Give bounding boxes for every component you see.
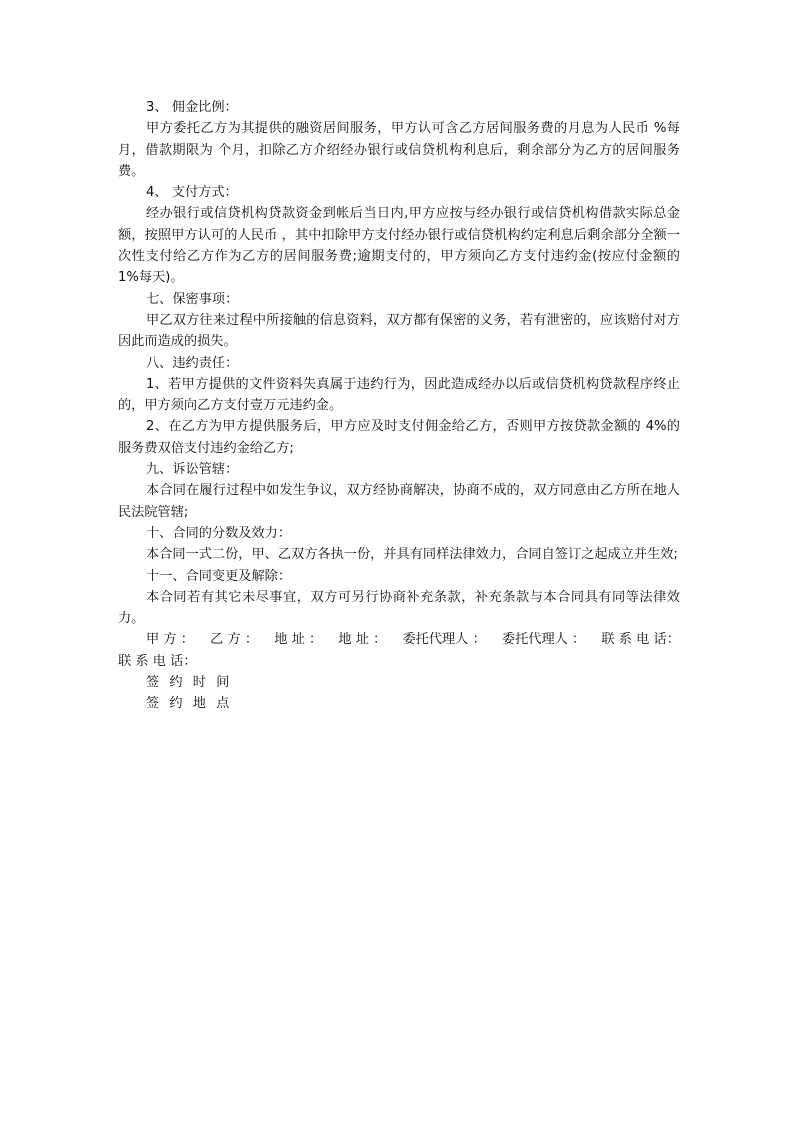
section-heading-copies: 十、合同的分数及效力：: [146, 525, 292, 541]
section-heading-liability: 八、违约责任：: [146, 355, 239, 371]
signing-time-label: 签 约 时 间: [146, 675, 233, 691]
liability-paragraph-2: 2、在乙方为甲方提供服务后，甲方应及时支付佣金给乙方，否则甲方按贷款金额的 4%的服务费双倍支付违约金给乙方;: [118, 419, 680, 456]
address-a-label: 地 址 ：: [274, 632, 323, 648]
contract-body: [118, 97, 680, 715]
party-a-label: 甲 方 ：: [146, 632, 194, 648]
signing-place-label: 签 约 地 点: [146, 696, 233, 712]
confidentiality-paragraph: 甲乙双方往来过程中所接触的信息资料，双方都有保密的义务，若有泄密的，应该赔付对方因此而造成的损失。: [118, 312, 680, 350]
section-heading-amendment: 十一、合同变更及解除：: [146, 568, 292, 584]
agent-b-label: 委托代理人 ：: [501, 632, 586, 648]
party-b-label: 乙 方 ：: [210, 632, 259, 648]
jurisdiction-paragraph: 本合同在履行过程中如发生争议，双方经协商解决，协商不成的，双方同意由乙方所在地人民法院管辖;: [118, 483, 680, 520]
phone-a-label: 联 系 电 话：: [601, 632, 680, 648]
amendment-paragraph: 本合同若有其它未尽事宜，双方可另行协商补充条款，补充条款与本合同具有同等法律效力。: [118, 589, 680, 627]
section-heading-confidentiality: 七、保密事项：: [146, 291, 239, 307]
liability-paragraph-1: 1、若甲方提供的文件资料失真属于违约行为，因此造成经办以后或信贷机构贷款程序终止的，甲方须向乙方支付壹万元违约金。: [118, 376, 680, 414]
address-b-label: 地 址 ：: [338, 632, 387, 648]
agent-a-label: 委托代理人 ：: [402, 632, 486, 648]
section-heading-payment: 4、 支付方式：: [146, 185, 238, 201]
section-heading-commission: 3、 佣金比例：: [146, 100, 238, 115]
payment-paragraph: 经办银行或信贷机构贷款资金到帐后当日内,甲方应按与经办银行或信贷机构借款实际总金额，按照甲方认可的人民币 ，其中扣除甲方支付经办银行或信贷机构约定利息后剩余部分全额一次性支付给乙方作为乙方的居间服务费;逾期支付的，甲方须向乙方支付违约金(按应付金额的 1%每天)。: [118, 206, 680, 286]
commission-paragraph: 甲方委托乙方为其提供的融资居间服务，甲方认可含乙方居间服务费的月息为人民币 %每月，借款期限为 个月，扣除乙方介绍经办银行或信贷机构利息后，剩余部分为乙方的居间服务费。: [118, 121, 680, 179]
signature-fields-row: [118, 629, 680, 650]
section-heading-jurisdiction: 九、诉讼管辖：: [146, 462, 239, 478]
copies-paragraph: 本合同一式二份，甲、乙双方各执一份，并具有同样法律效力，合同自签订之起成立并生效;: [146, 547, 678, 563]
phone-b-label: 联 系 电 话：: [118, 653, 197, 669]
